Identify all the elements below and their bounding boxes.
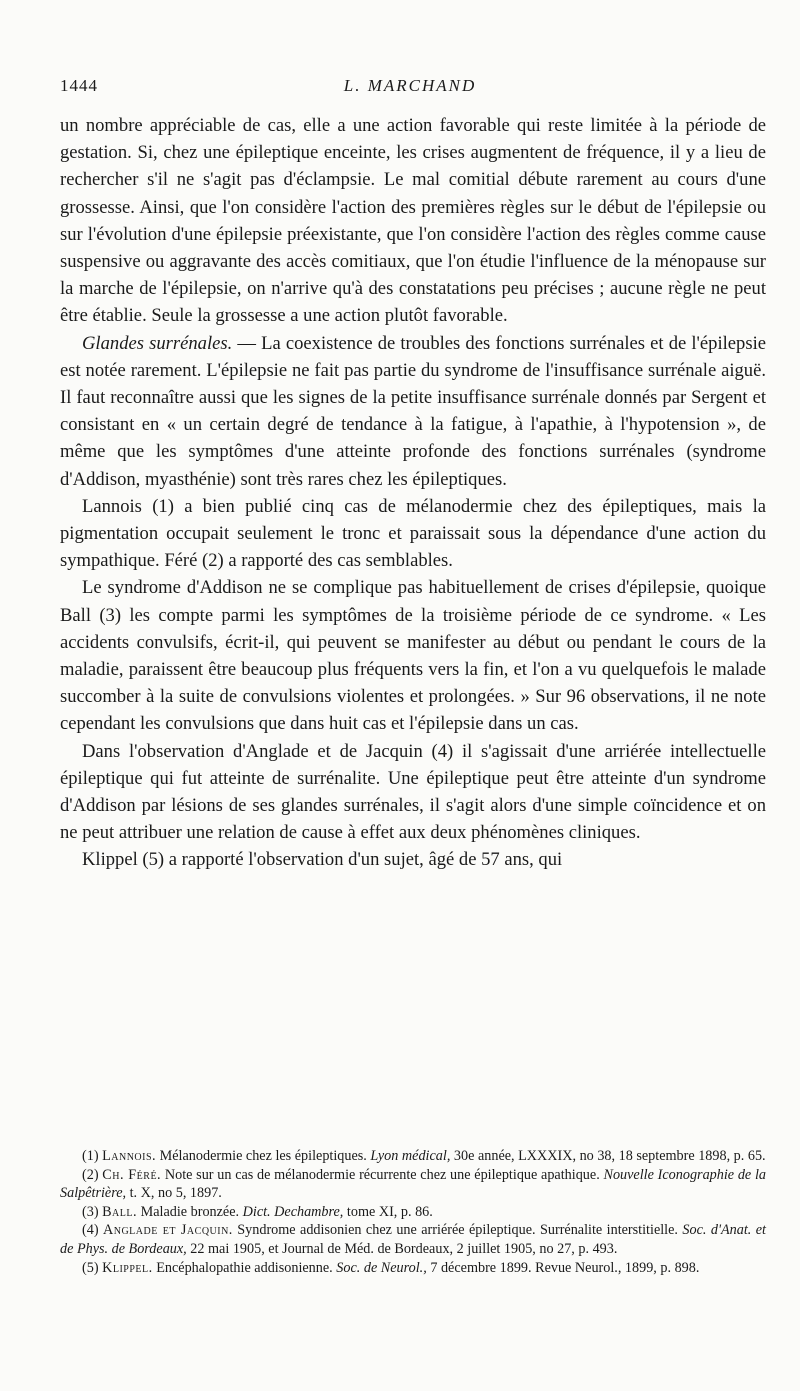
footnote	[60, 1203, 766, 1222]
footnote-source: Soc. de Neurol.,	[336, 1259, 427, 1276]
footnote	[60, 1259, 766, 1278]
footnote	[60, 1147, 766, 1166]
footnotes	[60, 1147, 766, 1277]
footnote-author: Ball.	[102, 1203, 138, 1220]
footnote-marker: (4)	[82, 1222, 99, 1239]
footnote-rest: tome XI, p. 86.	[343, 1203, 433, 1220]
footnote-author: Lannois.	[102, 1148, 157, 1164]
body-text	[60, 112, 766, 874]
paragraph-text: Dans l'observation d'Anglade et de Jacquin (4) il s'agissait d'une arriérée intellectuelle épileptique qui fut atteinte de surrénalite. Une épileptique peut être atteinte d'un syndrome d'Addison par lésions de ses glandes surrénales, il s'agit alors d'une simple coïncidence et on ne peut attribuer une relation de cause à effet aux deux phénomènes cliniques.	[60, 740, 766, 844]
paragraph	[60, 738, 766, 847]
footnote-marker: (1)	[82, 1148, 99, 1164]
footnote-source: Lyon médical,	[370, 1148, 451, 1164]
paragraph	[60, 330, 766, 493]
footnote-author: Anglade et Jacquin.	[102, 1222, 233, 1239]
footnote-marker: (2)	[82, 1166, 99, 1183]
footnote-text: Note sur un cas de mélanodermie récurrente chez une épileptique apathique.	[161, 1166, 604, 1183]
footnote-author: Klippel.	[102, 1259, 153, 1276]
footnote-source: Dict. Dechambre,	[242, 1203, 344, 1220]
footnote-marker: (3)	[82, 1203, 99, 1220]
paragraph-text: — La coexistence de troubles des fonctions surrénales et de l'épilepsie est notée rarement. L'épilepsie ne fait pas partie du syndrome de l'insuffisance surrénale aiguë. Il faut reconnaître aussi que les signes de la petite insuffisance surrénale donnés par Sergent et consistant en « un certain degré de tendance à la fatigue, à l'apathie, à l'hypotension », de même que les symptômes d'une atteinte profonde des fonctions surrénales (syndrome d'Addison, myasthénie) sont très rares chez les épileptiques.	[60, 332, 766, 490]
footnote-marker: (5)	[82, 1259, 99, 1276]
paragraph	[60, 574, 766, 737]
paragraph	[60, 493, 766, 575]
paragraph-text: Klippel (5) a rapporté l'observation d'un sujet, âgé de 57 ans, qui	[82, 849, 563, 871]
section-heading: Glandes surrénales.	[82, 332, 233, 354]
paragraph-text: Le syndrome d'Addison ne se complique pas habituellement de crises d'épilepsie, quoique Ball (3) les compte parmi les symptômes de la troisième période de ce syndrome. « Les accidents convulsifs, écrit-il, qui peuvent se manifester au début ou pendant le cours de la maladie, paraissent être beaucoup plus fréquents vers la fin, et l'on a vu quelquefois le malade succomber à la suite de convulsions violentes et prolongées. » Sur 96 observations, il ne note cependant les convulsions que dans huit cas et l'épilepsie dans un cas.	[60, 577, 766, 735]
footnote-author: Ch. Féré.	[102, 1166, 162, 1183]
footnote-rest: 22 mai 1905, et Journal de Méd. de Bordeaux, 2 juillet 1905, no 27, p. 493.	[186, 1240, 618, 1257]
footnote-text: Maladie bronzée.	[137, 1203, 243, 1220]
footnote	[60, 1221, 766, 1258]
paragraph	[60, 112, 766, 330]
footnote-text: Syndrome addisonien chez une arriérée épileptique. Surrénalite interstitielle.	[232, 1222, 683, 1239]
footnote-rest: 30e année, LXXXIX, no 38, 18 septembre 1898, p. 65.	[450, 1148, 766, 1164]
footnote-text: Encéphalopathie addisonienne.	[152, 1259, 337, 1276]
footnote-rest: 7 décembre 1899. Revue Neurol., 1899, p. 898.	[426, 1259, 700, 1276]
page-header	[60, 76, 760, 100]
page-number: 1444	[60, 76, 98, 95]
footnote	[60, 1166, 766, 1203]
footnote-source: Nouvelle Iconographie de la Salpêtrière,	[60, 1166, 767, 1202]
footnote-text: Mélanodermie chez les épileptiques.	[156, 1148, 371, 1164]
footnote-rest: t. X, no 5, 1897.	[126, 1185, 222, 1202]
footnote-source: Soc. d'Anat. et de Phys. de Bordeaux,	[60, 1222, 766, 1257]
paragraph-text: Lannois (1) a bien publié cinq cas de mélanodermie chez des épileptiques, mais la pigmentation occupait seulement le tronc et paraissait sous la dépendance d'une action du sympathique. Féré (2) a rapporté des cas semblables.	[60, 495, 766, 572]
paragraph-text: un nombre appréciable de cas, elle a une action favorable qui reste limitée à la période de gestation. Si, chez une épileptique enceinte, les crises augmentent de fréquence, il y a lieu de rechercher s'il ne s'agit pas d'éclampsie. Le mal comitial débute rarement au cours d'une grossesse. Ainsi, que l'on considère l'action des premières règles sur le début de l'épilepsie ou sur l'évolution d'une épilepsie préexistante, que l'on considère l'action des règles comme cause suspensive ou aggravante des accès comitiaux, que l'on étudie l'influence de la ménopause sur la marche de l'épilepsie, on n'arrive qu'à des constatations peu précises ; aucune règle ne peut être établie. Seule la grossesse a une action plutôt favorable.	[60, 115, 766, 327]
running-head: L. MARCHAND	[343, 76, 477, 95]
paragraph	[60, 846, 766, 873]
